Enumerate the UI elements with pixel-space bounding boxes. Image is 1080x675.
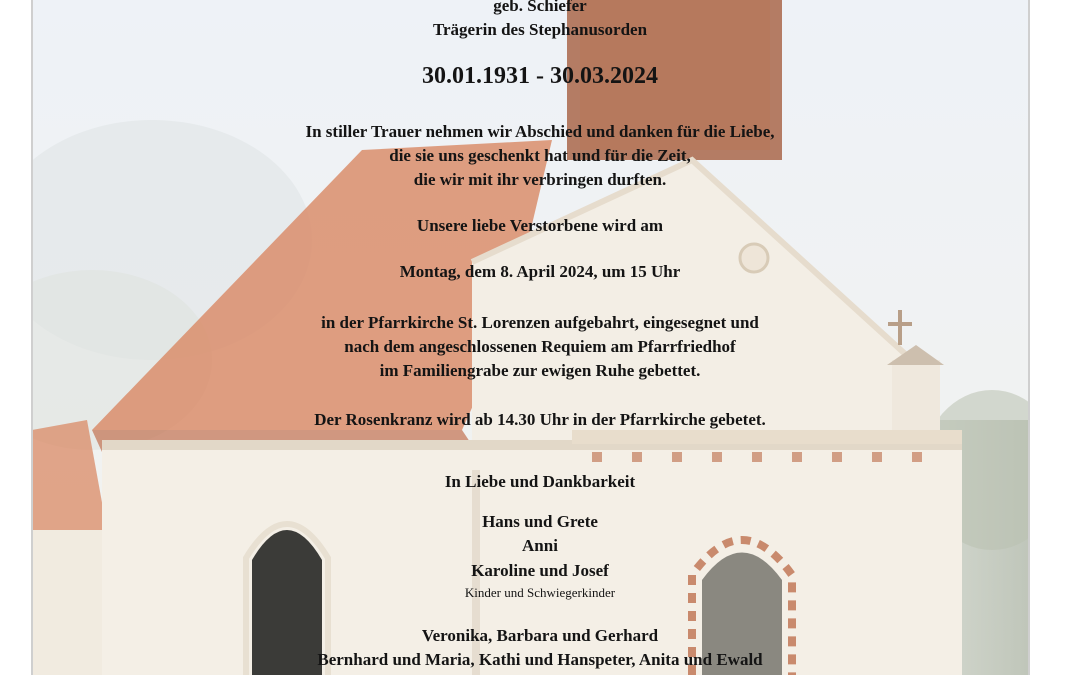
grandchildren-line-1: Veronika, Barbara und Gerhard bbox=[421, 626, 659, 645]
children-caption: Kinder und Schwiegerkinder bbox=[464, 585, 616, 600]
maiden-name: geb. Schiefer bbox=[493, 0, 587, 15]
announcement: Unsere liebe Verstorbene wird am bbox=[416, 216, 664, 235]
life-dates: 30.01.1931 - 30.03.2024 bbox=[422, 63, 658, 89]
ceremony-line-2: nach dem angeschlossenen Requiem am Pfarrfriedhof bbox=[344, 337, 736, 356]
rosary-notice: Der Rosenkranz wird ab 14.30 Uhr in der Pfarrkirche gebetet. bbox=[314, 410, 766, 429]
honor-line: Trägerin des Stephanusorden bbox=[432, 20, 648, 39]
farewell-line-1: In stiller Trauer nehmen wir Abschied und danken für die Liebe, bbox=[305, 122, 775, 141]
children-line-2: Anni bbox=[522, 536, 558, 555]
ceremony-line-1: in der Pfarrkirche St. Lorenzen aufgebahrt, eingesegnet und bbox=[321, 313, 759, 332]
grandchildren-line-2: Bernhard und Maria, Kathi und Hanspeter, Anita und Ewald bbox=[317, 650, 763, 669]
children-line-3: Karoline und Josef bbox=[471, 561, 609, 580]
farewell-line-3: die wir mit ihr verbringen durften. bbox=[413, 170, 667, 189]
funeral-date: Montag, dem 8. April 2024, um 15 Uhr bbox=[399, 262, 681, 281]
children-line-1: Hans und Grete bbox=[482, 512, 598, 531]
closing-line: In Liebe und Dankbarkeit bbox=[444, 472, 636, 491]
ceremony-line-3: im Familiengrabe zur ewigen Ruhe gebettet. bbox=[379, 361, 701, 380]
farewell-line-2: die sie uns geschenkt hat und für die Zeit, bbox=[389, 146, 691, 165]
